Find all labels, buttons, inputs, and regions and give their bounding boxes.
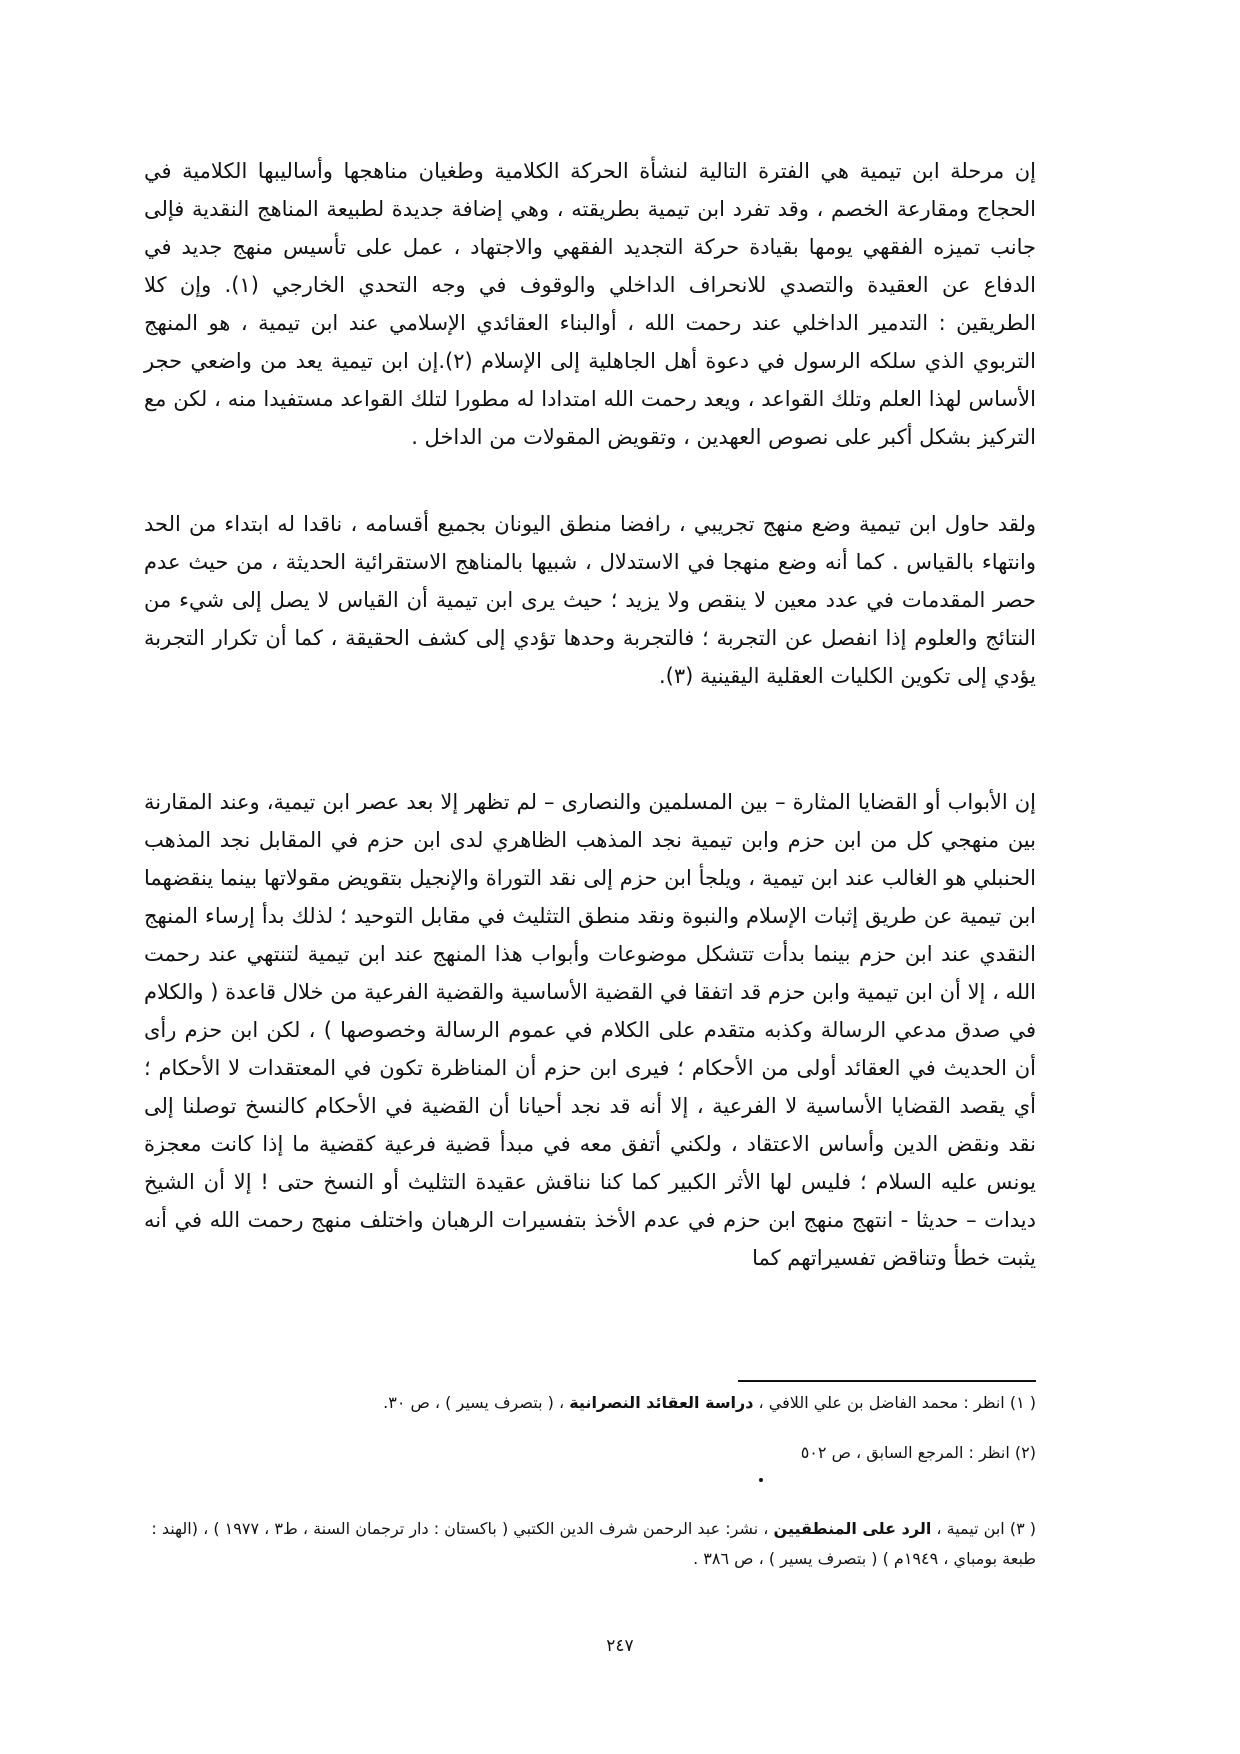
footnote-3-suffix: ، نشر: عبد الرحمن شرف الدين الكتبي ( باكستان : دار ترجمان السنة ، ط٣ ، ١٩٧٧ ) ، (الهند : طبعة بومباي ، ١٩٤٩م ) ( بتصرف يسير ) ، ص ٣٨٦ .	[151, 1519, 1036, 1568]
page-number: ٢٤٧	[606, 1636, 634, 1656]
paragraph-2: ولقد حاول ابن تيمية وضع منهج تجريبي ، رافضا منطق اليونان بجميع أقسامه ، ناقدا له ابتداء من الحد وانتهاء بالقياس . كما أنه وضع منهجا في الاستدلال ، شبيها بالمناهج الاستقرائية الحديثة ، من حيث عدم حصر المقدمات في عدد معين لا ينقص ولا يزيد ؛ حيث يرى ابن تيمية أن القياس لا يصل إلى شيء من النتائج والعلوم إذا انفصل عن التجربة ؛ فالتجربة وحدها تؤدي إلى كشف الحقيقة ، كما أن تكرار التجربة يؤدي إلى تكوين الكليات العقلية اليقينية (٣).	[144, 512, 1036, 688]
footnote-3	[144, 1514, 1036, 1574]
footnote-separator	[738, 1380, 1036, 1382]
stray-dot	[759, 1478, 763, 1482]
footnote-1-title: دراسة العقائد النصرانية	[569, 1393, 754, 1412]
footnote-1-suffix: ، ( بتصرف يسير ) ، ص ٣٠.	[383, 1393, 570, 1412]
footnote-3-prefix: ( ٣) ابن تيمية ،	[931, 1519, 1036, 1538]
footnote-3-title: الرد على المنطقيين	[773, 1519, 932, 1538]
paragraph-3: إن الأبواب أو القضايا المثارة – بين المسلمين والنصارى – لم تظهر إلا بعد عصر ابن تيمية، وعند المقارنة بين منهجي كل من ابن حزم وابن تيمية نجد المذهب الظاهري لدى ابن حزم في المقابل نجد المذهب الحنبلي هو الغالب عند ابن تيمية ، ويلجأ ابن حزم إلى نقد التوراة والإنجيل بتقويض مقولاتها بينما ينقضهما ابن تيمية عن طريق إثبات الإسلام والنبوة ونقد منطق التثليث في مقابل التوحيد ؛ لذلك بدأ إرساء المنهج النقدي عند ابن حزم بينما بدأت تتشكل موضوعات وأبواب هذا المنهج عند ابن تيمية لتنتهي عند رحمت الله ، إلا أن ابن تيمية وابن حزم قد اتفقا في القضية الأساسية والقضية الفرعية من خلال قاعدة ( والكلام في صدق مدعي الرسالة وكذبه متقدم على الكلام في عموم الرسالة وخصوصها ) ، لكن ابن حزم رأى أن الحديث في العقائد أولى من الأحكام ؛ فيرى ابن حزم أن المناظرة تكون في المعتقدات لا الأحكام ؛ أي يقصد القضايا الأساسية لا الفرعية ، إلا أنه قد نجد أحيانا أن القضية في الأحكام كالنسخ توصلنا إلى نقد ونقض الدين وأساس الاعتقاد ، ولكني أتفق معه في مبدأ قضية فرعية كقضية ما إذا كانت معجزة يونس عليه السلام ؛ فليس لها الأثر الكبير كما كنا نناقش عقيدة التثليث أو النسخ حتى ! إلا أن الشيخ ديدات – حديثا - انتهج منهج ابن حزم في عدم الأخذ بتفسيرات الرهبان واختلف منهج رحمت الله في أنه يثبت خطأ وتناقض تفسيراتهم كما	[144, 790, 1036, 1270]
footnote-1	[144, 1388, 1036, 1418]
footnote-1-prefix: ( ١) انظر : محمد الفاضل بن علي اللافي ،	[753, 1393, 1036, 1412]
paragraph-1: إن مرحلة ابن تيمية هي الفترة التالية لنشأة الحركة الكلامية وطغيان مناهجها وأساليبها الكلامية في الحجاج ومقارعة الخصم ، وقد تفرد ابن تيمية بطريقته ، وهي إضافة جديدة لطبيعة المناهج النقدية فإلى جانب تميزه الفقهي يومها بقيادة حركة التجديد الفقهي والاجتهاد ، عمل على تأسيس منهج جديد في الدفاع عن العقيدة والتصدي للانحراف الداخلي والوقوف في وجه التحدي الخارجي (١). وإن كلا الطريقين : التدمير الداخلي عند رحمت الله ، أوالبناء العقائدي الإسلامي عند ابن تيمية ، هو المنهج التربوي الذي سلكه الرسول في دعوة أهل الجاهلية إلى الإسلام (٢).إن ابن تيمية يعد من واضعي حجر الأساس لهذا العلم وتلك القواعد ، ويعد رحمت الله امتدادا له مطورا لتلك القواعد مستفيدا منه ، لكن مع التركيز بشكل أكبر على نصوص العهدين ، وتقويض المقولات من الداخل .	[144, 159, 1036, 449]
footnote-2: (٢) انظر : المرجع السابق ، ص ٥٠٢	[800, 1443, 1036, 1462]
